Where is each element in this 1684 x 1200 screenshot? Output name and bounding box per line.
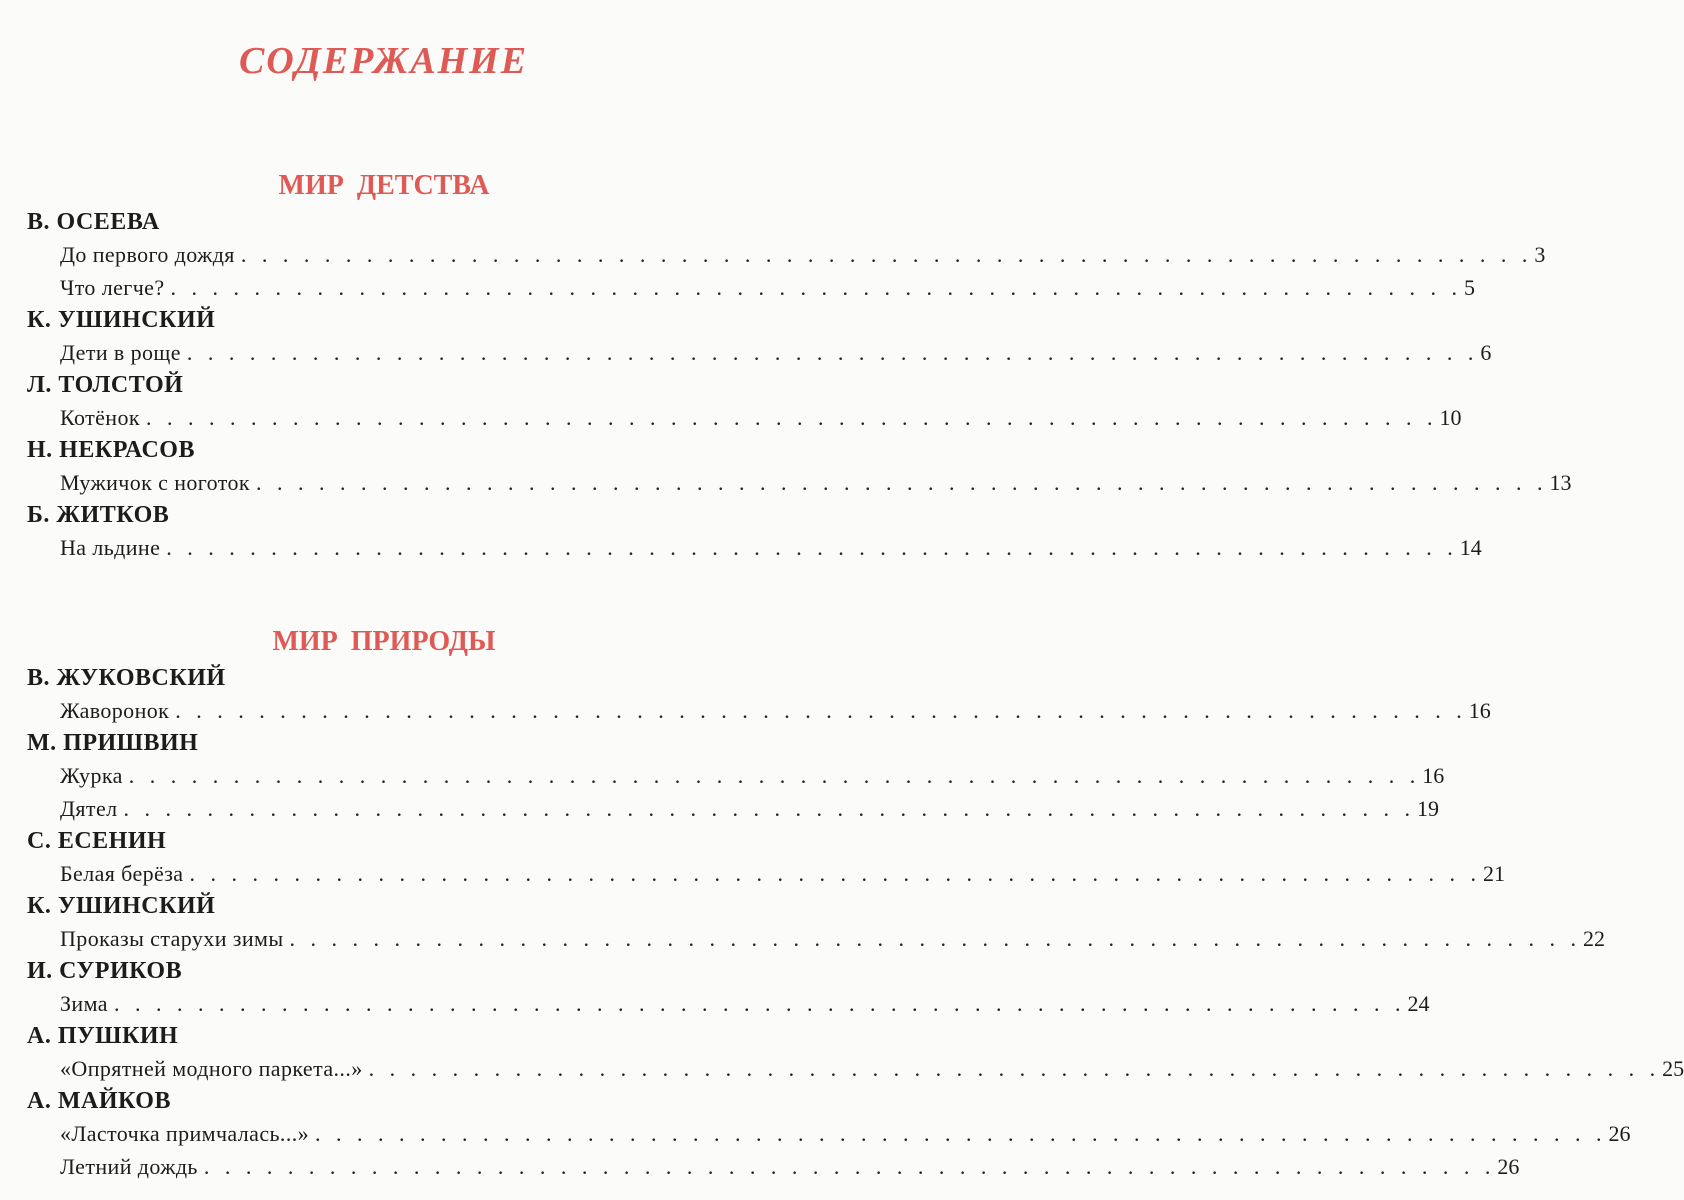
toc-entry[interactable] [27,792,1439,825]
dot-leader: . . . . . . . . . . . . . . . . . . . . . . . . . . . . . . . . . . . . . . . . . . . . . . . . . . . . . . . . . . . . . . [166,535,1458,560]
entry-title: Белая берёза [60,861,184,886]
entry-page-number: 26 [1608,1121,1631,1146]
entry-title: До первого дождя [60,242,235,267]
entry-title: Мужичок с ноготок [60,470,250,495]
section-title: МИР ДЕТСТВА [278,170,490,201]
dot-leader: . . . . . . . . . . . . . . . . . . . . . . . . . . . . . . . . . . . . . . . . . . . . . . . . . . . . . . . . . . . . . . [123,796,1415,821]
entry-page-number: 5 [1463,275,1475,300]
toc-entry[interactable] [27,1150,1520,1183]
entry-title: Зима [60,991,108,1016]
entry-page-number: 19 [1416,796,1439,821]
entry-page-number: 16 [1468,698,1491,723]
entry-title: «Опрятней модного паркета...» [60,1056,363,1081]
entry-title: Журка [60,763,123,788]
author-heading: А. ПУШКИН [27,1023,179,1049]
toc-entry[interactable] [27,1117,1631,1150]
entry-page-number: 26 [1497,1154,1520,1179]
section-title: МИР ПРИРОДЫ [272,626,496,657]
dot-leader: . . . . . . . . . . . . . . . . . . . . . . . . . . . . . . . . . . . . . . . . . . . . . . . . . . . . . . . . . . . . . . [128,763,1421,788]
dot-leader: . . . . . . . . . . . . . . . . . . . . . . . . . . . . . . . . . . . . . . . . . . . . . . . . . . . . . . . . . . . . . . [368,1056,1661,1081]
author-heading: М. ПРИШВИН [27,730,199,756]
author-heading: В. ОСЕЕВА [27,209,160,235]
dot-leader: . . . . . . . . . . . . . . . . . . . . . . . . . . . . . . . . . . . . . . . . . . . . . . . . . . . . . . . . . . . . . . [145,405,1438,430]
toc-entry[interactable] [27,922,1606,955]
dot-leader: . . . . . . . . . . . . . . . . . . . . . . . . . . . . . . . . . . . . . . . . . . . . . . . . . . . . . . . . . . . . . . [170,275,1462,300]
entry-title: Проказы старухи зимы [60,926,284,951]
section-childhood-world [27,168,1572,564]
dot-leader: . . . . . . . . . . . . . . . . . . . . . . . . . . . . . . . . . . . . . . . . . . . . . . . . . . . . . . . . . . . . . . [315,1121,1607,1146]
toc-entry[interactable] [27,857,1505,890]
entry-page-number: 22 [1583,926,1606,951]
entry-page-number: 10 [1439,405,1462,430]
dot-leader: . . . . . . . . . . . . . . . . . . . . . . . . . . . . . . . . . . . . . . . . . . . . . . . . . . . . . . . . . . . . . . [203,1154,1496,1179]
entry-title: На льдине [60,535,161,560]
author-heading: В. ЖУКОВСКИЙ [27,665,226,691]
toc-entry[interactable] [27,987,1430,1020]
dot-leader: . . . . . . . . . . . . . . . . . . . . . . . . . . . . . . . . . . . . . . . . . . . . . . . . . . . . . . . . . . . . . . [256,470,1548,495]
entry-page-number: 24 [1407,991,1430,1016]
author-heading: С. ЕСЕНИН [27,828,167,854]
entry-title: Летний дождь [60,1154,198,1179]
entry-title: «Ласточка примчалась...» [60,1121,310,1146]
entry-title: Дети в роще [60,340,181,365]
toc-entry[interactable] [27,336,1492,369]
entry-page-number: 3 [1534,242,1546,267]
entry-page-number: 13 [1549,470,1572,495]
entry-title: Котёнок [60,405,140,430]
entry-title: Что легче? [60,275,165,300]
toc-entry[interactable] [27,1052,1684,1085]
toc-entry[interactable] [27,466,1572,499]
toc-entry[interactable] [27,271,1475,304]
toc-entry[interactable] [27,401,1462,434]
author-heading: И. СУРИКОВ [27,958,183,984]
dot-leader: . . . . . . . . . . . . . . . . . . . . . . . . . . . . . . . . . . . . . . . . . . . . . . . . . . . . . . . . . . . . . . [189,861,1481,886]
author-heading: Н. НЕКРАСОВ [27,437,195,463]
author-heading: Б. ЖИТКОВ [27,502,170,528]
entry-title: Жаворонок [60,698,170,723]
author-heading: А. МАЙКОВ [27,1088,171,1114]
dot-leader: . . . . . . . . . . . . . . . . . . . . . . . . . . . . . . . . . . . . . . . . . . . . . . . . . . . . . . . . . . . . . . [113,991,1406,1016]
dot-leader: . . . . . . . . . . . . . . . . . . . . . . . . . . . . . . . . . . . . . . . . . . . . . . . . . . . . . . . . . . . . . . [186,340,1479,365]
entry-title: Дятел [60,796,118,821]
toc-entry[interactable] [27,694,1491,727]
entry-page-number: 16 [1422,763,1445,788]
toc-entry[interactable] [27,531,1482,564]
author-heading: К. УШИНСКИЙ [27,307,216,333]
toc-entry[interactable] [27,759,1445,792]
section-nature-world [27,624,1684,1183]
entry-page-number: 6 [1480,340,1492,365]
page-title: СОДЕРЖАНИЕ [238,40,529,82]
dot-leader: . . . . . . . . . . . . . . . . . . . . . . . . . . . . . . . . . . . . . . . . . . . . . . . . . . . . . . . . . . . . . . [240,242,1533,267]
entry-page-number: 21 [1482,861,1505,886]
dot-leader: . . . . . . . . . . . . . . . . . . . . . . . . . . . . . . . . . . . . . . . . . . . . . . . . . . . . . . . . . . . . . . [289,926,1582,951]
author-heading: К. УШИНСКИЙ [27,893,216,919]
entry-page-number: 14 [1459,535,1482,560]
toc-entry[interactable] [27,238,1546,271]
entry-page-number: 25 [1662,1056,1684,1081]
dot-leader: . . . . . . . . . . . . . . . . . . . . . . . . . . . . . . . . . . . . . . . . . . . . . . . . . . . . . . . . . . . . . . [175,698,1467,723]
author-heading: Л. ТОЛСТОЙ [27,372,184,398]
